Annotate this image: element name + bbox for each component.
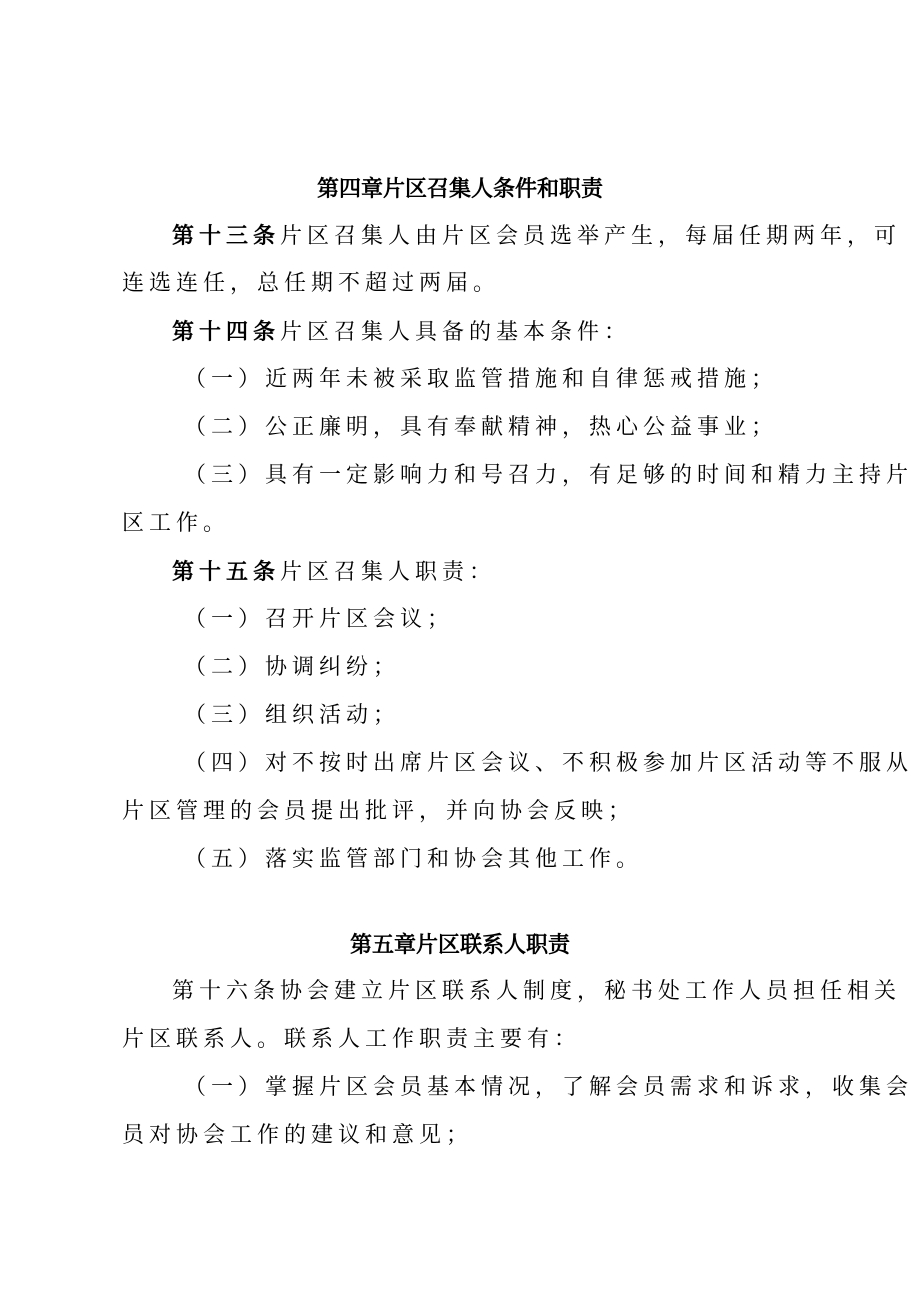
article-15-line (172, 558, 496, 587)
article-14-line (172, 318, 631, 347)
article-15-item-3: （三）组织活动； (184, 703, 401, 728)
chapter-4-title: 第四章片区召集人条件和职责 (316, 176, 603, 202)
article-13-line-2: 连选连任，总任期不超过两届。 (122, 271, 501, 296)
article-14-item-3-line-2: 区工作。 (122, 511, 231, 536)
article-15-item-1: （一）召开片区会议； (184, 607, 455, 632)
article-15-text: 片区召集人职责： (280, 560, 497, 585)
article-13-text-1: 片区召集人由片区会员选举产生，每届任期两年，可 (280, 224, 902, 249)
article-15-item-5: （五）落实监管部门和协会其他工作。 (184, 847, 644, 872)
article-16-item-1-line-2: 员对协会工作的建议和意见； (122, 1123, 474, 1148)
article-15-item-2: （二）协调纠纷； (184, 655, 401, 680)
article-15-item-4-line-2: 片区管理的会员提出批评，并向协会反映； (122, 799, 636, 824)
article-14-item-1: （一）近两年未被采取监管措施和自律惩戒措施； (184, 367, 779, 392)
article-15-item-4-line-1: （四）对不按时出席片区会议、不积极参加片区活动等不服从 (184, 751, 914, 776)
article-16-item-1-line-1: （一）掌握片区会员基本情况，了解会员需求和诉求，收集会 (184, 1075, 914, 1100)
chapter-5-title: 第五章片区联系人职责 (349, 932, 570, 958)
article-13-label: 第十三条 (172, 223, 281, 249)
article-15-label: 第十五条 (172, 559, 281, 585)
article-14-label: 第十四条 (172, 319, 281, 345)
article-14-item-3-line-1: （三）具有一定影响力和号召力，有足够的时间和精力主持片 (184, 463, 914, 488)
article-14-text: 片区召集人具备的基本条件： (280, 320, 632, 345)
article-14-item-2: （二）公正廉明，具有奉献精神，热心公益事业； (184, 415, 779, 440)
article-16-line-1: 第十六条协会建立片区联系人制度，秘书处工作人员担任相关 (172, 979, 902, 1004)
article-13-line-1 (172, 222, 901, 251)
article-16-line-2: 片区联系人。联系人工作职责主要有： (122, 1027, 582, 1052)
